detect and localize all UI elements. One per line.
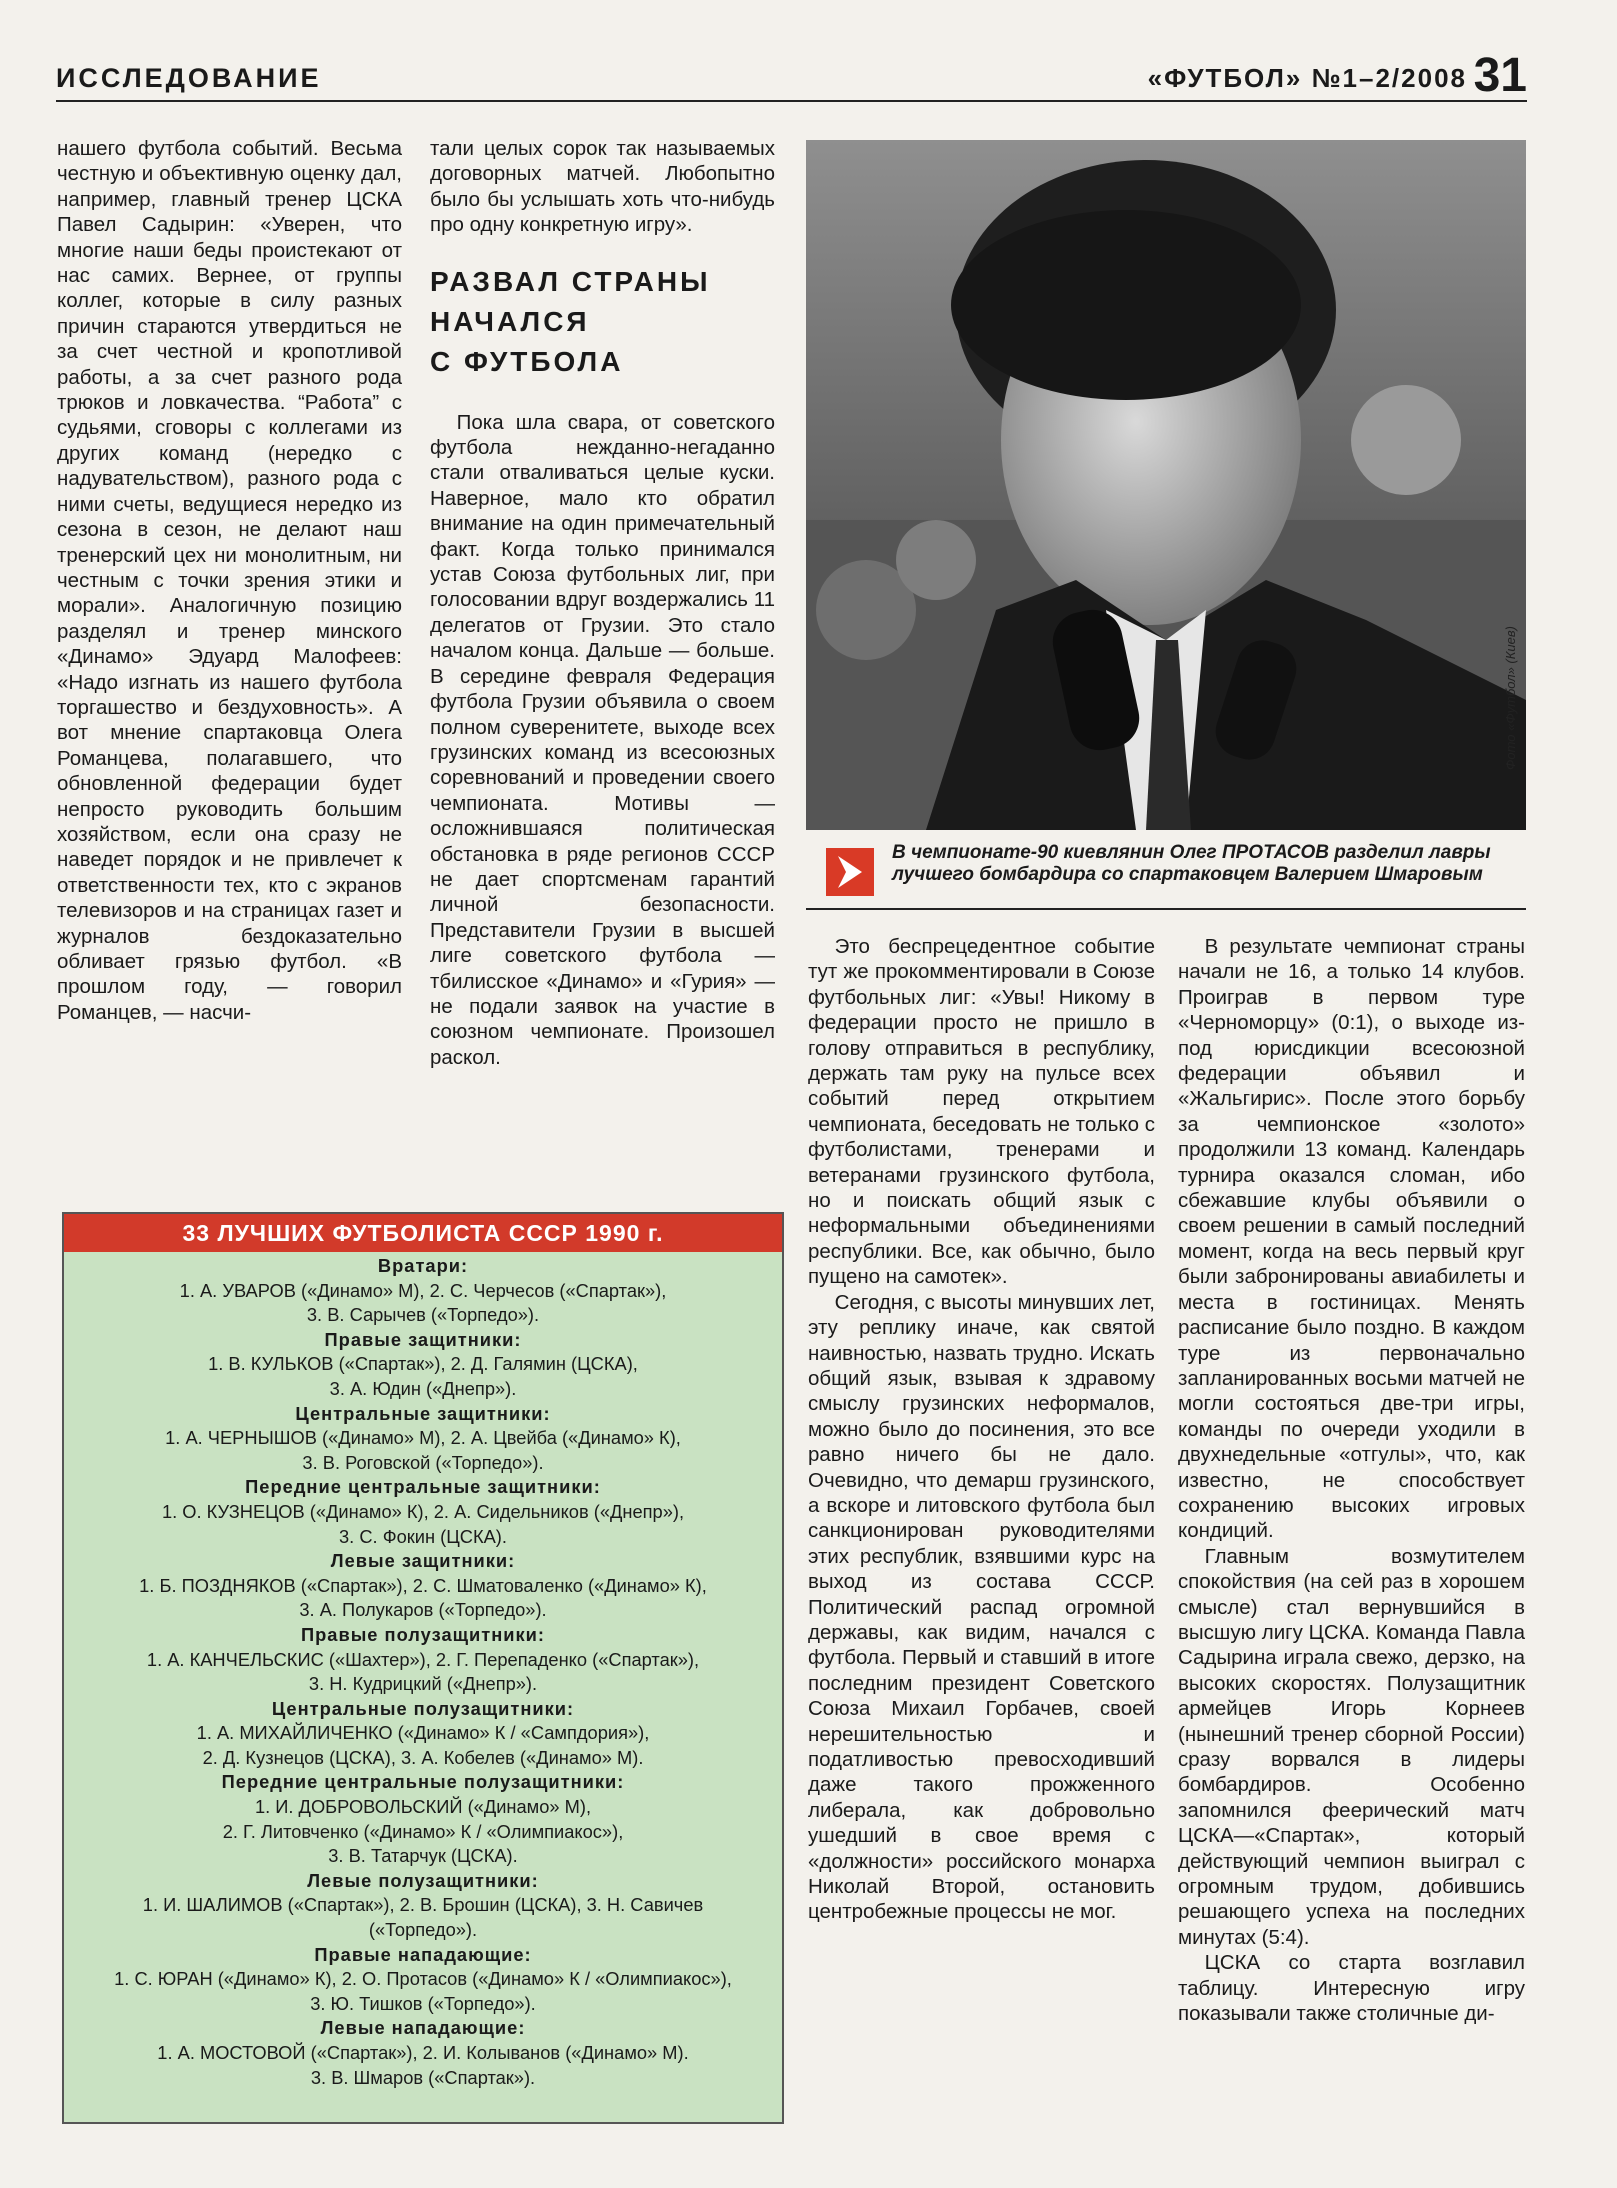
player-line: 1. А. УВАРОВ («Динамо» М), 2. С. Черчесов («Спартак»), [179, 1279, 667, 1301]
player-line: 1. А. МОСТОВОЙ («Спартак»), 2. И. Колыванов («Динамо» М). [157, 2042, 689, 2063]
player-line: 3. А. Юдин («Днепр»). [329, 1377, 517, 1399]
player-line: 3. В. Сарычев («Торпедо»). [306, 1304, 540, 1326]
position-heading: Правые нападающие: [314, 1943, 532, 1965]
player-line: 2. Д. Кузнецов (ЦСКА), 3. А. Кобелев («Динамо» М). [202, 1746, 644, 1768]
issue-label: «ФУТБОЛ» №1–2/2008 [1147, 63, 1467, 93]
position-heading: Центральные полузащитники: [271, 1697, 575, 1719]
box-list [64, 1252, 782, 2090]
position-heading: Левые нападающие: [320, 2017, 526, 2039]
caption-text: В чемпионате-90 киевлянин Олег ПРОТАСОВ разделил лавры лучшего бомбардира со спартаковцем Валерием Шмаровым [892, 842, 1491, 885]
position-heading: Центральные защитники: [295, 1402, 551, 1424]
player-line: 1. А. МИХАЙЛИЧЕНКО («Динамо» К / «Сампдория»), [196, 1722, 650, 1744]
player-line: 1. О. КУЗНЕЦОВ («Динамо» К), 2. А. Сидельников («Днепр»), [161, 1500, 685, 1522]
player-line: 3. В. Татарчук (ЦСКА). [328, 1845, 518, 1867]
page-number: 31 [1473, 49, 1527, 102]
player-line: 1. В. КУЛЬКОВ («Спартак»), 2. Д. Галямин (ЦСКА), [208, 1353, 638, 1375]
column-4 [1178, 934, 1525, 2026]
player-line: 3. В. Роговской («Торпедо»). [302, 1451, 544, 1473]
subheading-line: РАЗВАЛ СТРАНЫ [430, 265, 711, 297]
paragraph: Сегодня, с высоты минувших лет, эту реплику иначе, как святой наивностью, назвать трудно. Искать общий язык, взывая к здравому смыслу грузинских неформалов, можно было до посинения, это все равно ничего бы не дало. Очевидно, что демарш грузинского, а вскоре и литовского футбола был санкционирован руководителями этих республик, взявшими курс на выход из состава СССР. Политический распад огромной державы, как видим, начался с футбола. Первый и ставший в итоге последним президент Советского Союза Михаил Горбачев, своей нерешительностью и податливостью превосходивший даже такого прожженного либерала, как добровольно ушедший в свое время с «должности» российского монарха Николай Второй, остановить центробежные процессы не мог. [808, 1290, 1155, 1924]
paragraph: Это беспрецедентное событие тут же прокомментировали в Союзе футбольных лиг: «Увы! Никому в федерации просто не пришло в голову отправиться в республику, держать там руку на пульсе всех событий перед открытием чемпионата, беседовать не только с футболистами, тренерами и ветеранами грузинского футбола, но и поискать общий язык с неформальными объединениями республики. Все, как обычно, было пущено на самотек». [808, 935, 1155, 1289]
player-line: 1. И. ШАЛИМОВ («Спартак»), 2. В. Брошин (ЦСКА), 3. Н. Савичев [142, 1894, 704, 1916]
column-1 [57, 136, 402, 1025]
player-line: 1. И. ДОБРОВОЛЬСКИЙ («Динамо» М), [254, 1796, 592, 1818]
subheading-line: С ФУТБОЛА [430, 345, 624, 377]
paragraph: В результате чемпионат страны начали не 16, а только 14 клубов. Проиграв в первом туре «Черноморцу» (0:1), о выходе из-под юрисдикции всесоюзной федерации объявил и «Жальгирис». После этого борьбу за чемпионское «золото» продолжили 13 команд. Календарь турнира оказался сломан, ибо сбежавшие клубы объявили о своем решении в самый последний момент, когда на весь первый круг были забронированы авиабилеты и места в гостиницах. Менять расписание было поздно. В каждом туре из первоначально запланированных восьми матчей не могли состояться две-три игры, команды по очереди уходили в двухнедельные «отгулы», что, как известно, не способствует сохранению высоких игровых кондиций. [1178, 935, 1525, 1543]
subheading-line: НАЧАЛСЯ [430, 305, 590, 337]
photo-image [806, 140, 1526, 830]
player-line: 3. А. Полукаров («Торпедо»). [299, 1599, 547, 1621]
position-heading: Правые защитники: [324, 1328, 522, 1350]
player-line: 3. С. Фокин (ЦСКА). [339, 1525, 507, 1547]
player-line: 3. В. Шмаров («Спартак»). [310, 2066, 536, 2088]
position-heading: Правые полузащитники: [300, 1623, 545, 1645]
player-line: 1. А. ЧЕРНЫШОВ («Динамо» М), 2. А. Цвейба («Динамо» К), [165, 1427, 681, 1449]
paragraph: ЦСКА со старта возглавил таблицу. Интересную игру показывали также столичные ди- [1178, 1951, 1525, 2026]
position-heading: Левые полузащитники: [307, 1869, 539, 1891]
column-3 [808, 934, 1155, 1925]
position-heading: Левые защитники: [330, 1550, 516, 1572]
player-line: 3. Н. Кудрицкий («Днепр»). [308, 1673, 538, 1695]
player-line: 1. А. КАНЧЕЛЬСКИС («Шахтер»), 2. Г. Перепаденко («Спартак»), [146, 1648, 700, 1670]
paragraph: Главным возмутителем спокойствия (на сей раз в хорошем смысле) стал вернувшийся в высшую лигу ЦСКА. Команда Павла Садырина играла свежо, дерзко, на высоких скоростях. Полузащитник армейцев Игорь Корнеев (нынешний тренер сборной России) сразу ворвался в лидеры бомбардиров. Особенно запомнился феерический матч ЦСКА—«Спартак», который действующий чемпион выиграл с огромным трудом, добившись решающего успеха на последних минутах (5:4). [1178, 1544, 1525, 1949]
arrow-icon [826, 848, 874, 896]
photo-credit: Фото «Футбол» (Киев) [1503, 626, 1518, 770]
subheading [430, 262, 775, 382]
player-photo [806, 140, 1526, 830]
paragraph: нашего футбола событий. Весьма честную и объективную оценку дал, например, главный тренер ЦСКА Павел Садырин: «Уверен, что многие наши беды проистекают от нас самих. Вернее, от группы коллег, которые в силу разных причин стараются утвердиться не за счет честной и кропотливой работы, а за счет разного рода трюков и ловкачества. “Работа” с судьями, сговоры с коллегами из других команд (нередко с надувательством), разного рода с ними счеты, ведущиеся нередко из сезона в сезон, не делают наш тренерский цех ни монолитным, ни честным с точки зрения этики и морали». Аналогичную позицию разделял и тренер минского «Динамо» Эдуард Малофеев: «Надо изгнать из нашего футбола торгашество и бездуховность». А вот мнение спартаковца Олега Романцева, полагавшего, что обновленной федерации будет непросто руководить большим хозяйством, если она сразу не наведет порядок и не привлечет к ответственности тех, кто с экранов телевизоров и на страницах газет и журналов бездоказательно обливает грязью футбол. «В прошлом году, — говорил Романцев, — насчи- [57, 137, 402, 1024]
player-line: 1. С. ЮРАН («Динамо» К), 2. О. Протасов («Динамо» К / «Олимпиакос»), [114, 1968, 732, 1990]
best-players-box [62, 1212, 784, 2124]
box-title: 33 ЛУЧШИХ ФУТБОЛИСТА СССР 1990 г. [64, 1214, 782, 1252]
paragraph: тали целых сорок так называемых договорных матчей. Любопытно было бы услышать хоть что-нибудь про одну конкретную игру». [430, 137, 775, 237]
position-heading: Передние центральные полузащитники: [221, 1771, 625, 1793]
player-line: 2. Г. Литовченко («Динамо» К / «Олимпиакос»), [222, 1820, 624, 1842]
page-header [56, 49, 1527, 102]
photo-caption [806, 842, 1526, 910]
player-line: 3. Ю. Тишков («Торпедо»). [310, 1992, 536, 2014]
position-heading: Вратари: [377, 1255, 469, 1276]
paragraph: Пока шла свара, от советского футбола нежданно-негаданно стали отваливаться целые куски. Наверное, мало кто обратил внимание на один примечательный факт. Когда только принимался устав Союза футбольных лиг, при голосовании вдруг воздержались 11 делегатов от Грузии. Это стало началом конца. Дальше — больше. В середине февраля Федерация футбола Грузии объявила о своем полном суверенитете, выходе всех грузинских команд из всесоюзных соревнований и проведении своего чемпионата. Мотивы — осложнившаяся политическая обстановка в ряде регионов СССР не дает спортсменам гарантий личной безопасности. Представители Грузии в высшей лиге советского футбола — тбилисское «Динамо» и «Гурия» — не подали заявок на участие в союзном чемпионате. Произошел раскол. [430, 410, 775, 1069]
column-2 [430, 136, 775, 1070]
player-line: 1. Б. ПОЗДНЯКОВ («Спартак»), 2. С. Шматоваленко («Динамо» К), [139, 1574, 707, 1596]
player-line: («Торпедо»). [368, 1919, 478, 1941]
section-title: ИССЛЕДОВАНИЕ [56, 63, 322, 93]
position-heading: Передние центральные защитники: [245, 1476, 601, 1498]
